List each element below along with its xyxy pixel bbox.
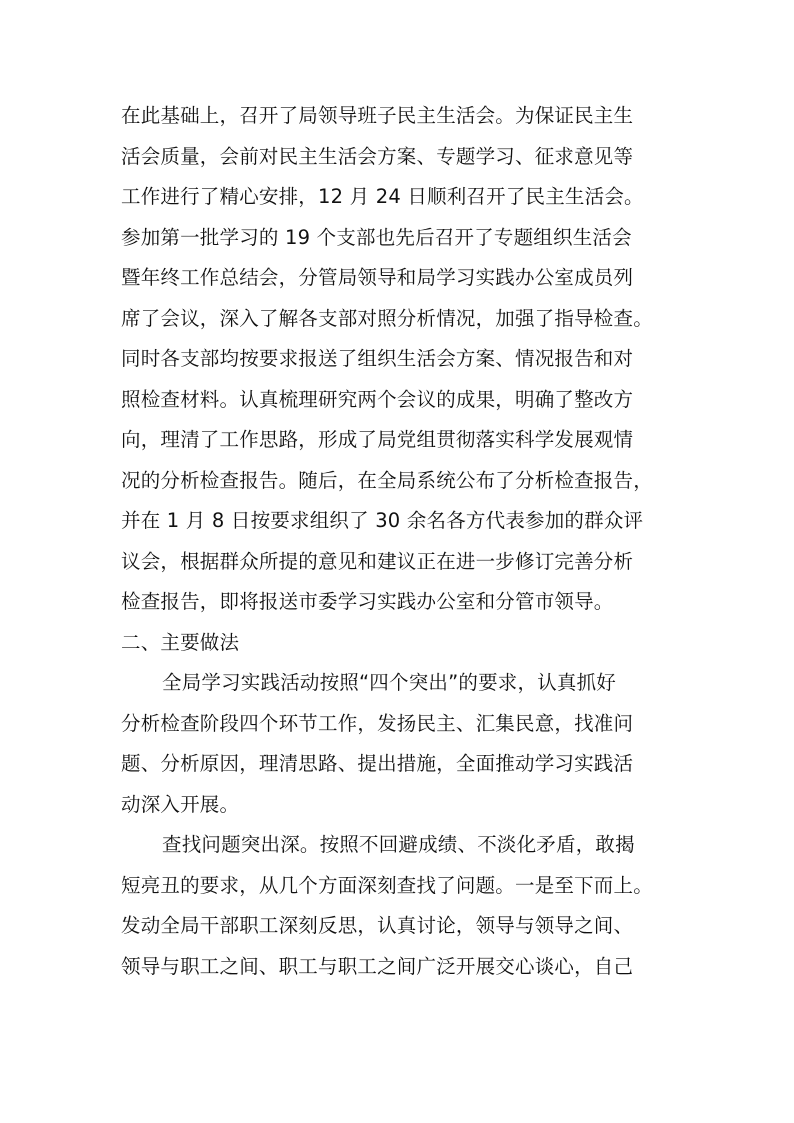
paragraph-line: 题、分析原因，理清思路、提出措施，全面推动学习实践活 (121, 752, 634, 775)
paragraph-line: 向，理清了工作思路，形成了局党组贯彻落实科学发展观情 (121, 428, 634, 451)
section-heading: 二、主要做法 (121, 630, 240, 654)
paragraph-line: 席了会议，深入了解各支部对照分析情况，加强了指导检查。 (121, 306, 653, 330)
paragraph-line: 动深入开展。 (121, 792, 240, 816)
paragraph-line: 同时各支部均按要求报送了组织生活会方案、情况报告和对 (121, 347, 634, 370)
document-body (121, 96, 681, 987)
paragraph-line: 暨年终工作总结会，分管局领导和局学习实践办公室成员列 (121, 266, 634, 289)
paragraph-line: 领导与职工之间、职工与职工之间广泛开展交心谈心，自己 (121, 954, 634, 978)
paragraph-line: 分析检查阶段四个环节工作，发扬民主、汇集民意，找准问 (121, 711, 634, 735)
paragraph-line: 在此基础上，召开了局领导班子民主生活会。为保证民主生 (121, 104, 634, 127)
paragraph-line: 短亮丑的要求，从几个方面深刻查找了问题。一是至下而上。 (121, 873, 653, 897)
paragraph-line: 参加第一批学习的 19 个支部也先后召开了专题组织生活会 (121, 225, 632, 249)
paragraph-line: 况的分析检查报告。随后，在全局系统公布了分析检查报告， (121, 468, 653, 492)
paragraph-line: 发动全局干部职工深刻反思，认真讨论，领导与领导之间、 (121, 914, 634, 937)
paragraph-line: 查找问题突出深。按照不回避成绩、不淡化矛盾，敢揭 (162, 833, 635, 856)
paragraph-line: 全局学习实践活动按照“四个突出”的要求，认真抓好 (162, 671, 617, 694)
paragraph-line: 议会，根据群众所提的意见和建议正在进一步修订完善分析 (121, 549, 634, 573)
paragraph-line: 活会质量，会前对民主生活会方案、专题学习、征求意见等 (121, 144, 634, 168)
paragraph-line: 照检查材料。认真梳理研究两个会议的成果，明确了整改方 (121, 387, 634, 411)
paragraph-line: 并在 1 月 8 日按要求组织了 30 余名各方代表参加的群众评 (121, 509, 644, 532)
paragraph-line: 工作进行了精心安排，12 月 24 日顺利召开了民主生活会。 (121, 185, 644, 208)
paragraph-line: 检查报告，即将报送市委学习实践办公室和分管市领导。 (121, 590, 614, 613)
